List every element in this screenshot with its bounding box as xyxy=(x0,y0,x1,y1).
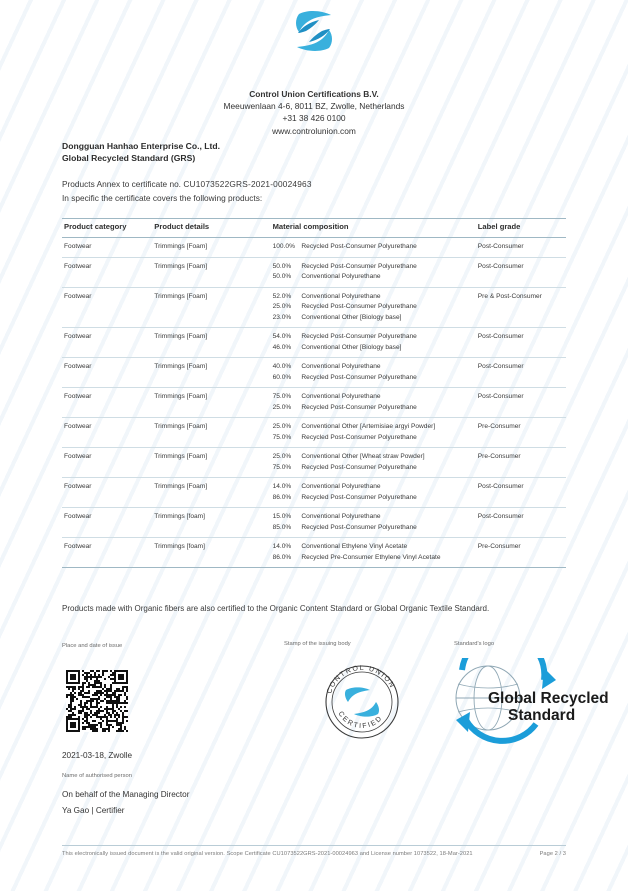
table-row xyxy=(62,257,566,287)
annex-certificate-line xyxy=(62,178,312,192)
material-line: 15.0% Conventional Polyurethane xyxy=(273,512,472,523)
cell-label-grade: Post-Consumer xyxy=(476,388,566,418)
customer-standard: Global Recycled Standard (GRS) xyxy=(62,153,196,164)
material-percent: 75.0% xyxy=(272,433,292,441)
material-line: 86.0% Recycled Pre-Consumer Ethylene Vinyl Acetate xyxy=(273,553,472,564)
table-row xyxy=(62,448,566,478)
cell-label-grade: Pre & Post-Consumer xyxy=(476,287,566,328)
material-percent: 46.0% xyxy=(272,343,292,351)
annex-intro xyxy=(62,178,312,205)
material-percent: 50.0% xyxy=(272,262,292,270)
authorised-person-role: On behalf of the Managing Director xyxy=(62,790,190,799)
cell-label-grade: Pre-Consumer xyxy=(476,448,566,478)
cell-label-grade: Post-Consumer xyxy=(476,478,566,508)
table-row xyxy=(62,538,566,568)
material-percent: 25.0% xyxy=(272,453,292,460)
issuer-phone: +31 38 426 0100 xyxy=(282,113,346,124)
cell-product-details: Trimmings [Foam] xyxy=(152,287,270,328)
annex-coverage-line: In specific the certificate covers the following products: xyxy=(62,192,263,203)
cell-product-details: Trimmings [Foam] xyxy=(152,238,270,258)
material-percent: 52.0% xyxy=(272,292,292,300)
material-percent: 75.0% xyxy=(272,393,292,400)
cell-product-category: Footwear xyxy=(62,448,152,478)
material-percent: 25.0% xyxy=(272,423,292,430)
material-line: 25.0% Conventional Other [Artemisiae argyi Powder] xyxy=(273,422,472,433)
certificate-number: CU1073522GRS-2021-00024963 xyxy=(183,179,312,189)
products-table xyxy=(62,218,566,568)
material-line: 14.0% Conventional Polyurethane xyxy=(273,482,472,493)
material-percent: 54.0% xyxy=(272,333,292,340)
customer-company: Dongguan Hanhao Enterprise Co., Ltd. xyxy=(62,141,221,151)
table-header-row xyxy=(62,219,566,238)
cell-product-category: Footwear xyxy=(62,388,152,418)
cell-label-grade: Pre-Consumer xyxy=(476,538,566,568)
cell-product-details: Trimmings [Foam] xyxy=(152,328,270,358)
cell-label-grade: Post-Consumer xyxy=(476,257,566,287)
footer-text: This electronically issued document is the valid original version. Scope Certificate CU1073522GRS-2021-00024963 and License number 1073522, 18-Mar-2021 xyxy=(62,851,473,857)
page-number: Page 2 / 3 xyxy=(539,851,566,857)
company-logo xyxy=(62,8,566,54)
material-line: 25.0% Recycled Post-Consumer Polyurethane xyxy=(273,302,472,313)
authorised-person-name: Ya Gao | Certifier xyxy=(62,806,125,815)
stamp-label: Stamp of the issuing body xyxy=(284,641,351,647)
material-percent: 40.0% xyxy=(272,363,292,370)
cell-product-details: Trimmings [Foam] xyxy=(152,388,270,418)
cell-label-grade: Post-Consumer xyxy=(476,508,566,538)
table-row xyxy=(62,478,566,508)
material-percent: 86.0% xyxy=(272,493,292,501)
table-header xyxy=(62,219,566,238)
cell-material-composition xyxy=(271,358,476,388)
cell-product-category: Footwear xyxy=(62,508,152,538)
grs-line2: Standard xyxy=(508,707,576,724)
cell-product-category: Footwear xyxy=(62,287,152,328)
control-union-wave-logo-icon xyxy=(285,8,343,54)
material-percent: 100.0% xyxy=(272,243,295,250)
cell-label-grade: Post-Consumer xyxy=(476,328,566,358)
material-line: 25.0% Conventional Other [Wheat straw Powder] xyxy=(273,452,472,463)
issuer-address: Meeuwenlaan 4-6, 8011 BZ, Zwolle, Netherlands xyxy=(223,101,405,112)
material-line: 25.0% Recycled Post-Consumer Polyurethane xyxy=(273,403,472,414)
cell-label-grade: Post-Consumer xyxy=(476,238,566,258)
material-percent: 50.0% xyxy=(272,273,292,280)
svg-text:CONTROL UNION: CONTROL UNION xyxy=(326,664,396,695)
cell-product-category: Footwear xyxy=(62,538,152,568)
cell-material-composition xyxy=(271,448,476,478)
table-row xyxy=(62,508,566,538)
cell-label-grade: Pre-Consumer xyxy=(476,418,566,448)
issuer-website: www.controlunion.com xyxy=(272,125,356,136)
cell-product-details: Trimmings [foam] xyxy=(152,538,270,568)
standard-logo-label: Standard's logo xyxy=(454,641,495,647)
cell-material-composition xyxy=(271,478,476,508)
material-line: 54.0% Recycled Post-Consumer Polyurethane xyxy=(273,332,472,343)
authorised-person-label: Name of authorised person xyxy=(62,773,132,779)
material-percent: 25.0% xyxy=(272,303,292,310)
annex-prefix: Products Annex to certificate no. xyxy=(62,179,181,189)
cell-product-details: Trimmings [Foam] xyxy=(152,358,270,388)
issuing-body-stamp-icon xyxy=(320,660,404,744)
issuer-name: Control Union Certifications B.V. xyxy=(249,89,379,99)
material-percent: 75.0% xyxy=(272,463,292,471)
material-percent: 15.0% xyxy=(272,513,292,520)
material-percent: 60.0% xyxy=(272,373,292,381)
material-line: 60.0% Recycled Post-Consumer Polyurethane xyxy=(273,373,472,384)
material-line: 40.0% Conventional Polyurethane xyxy=(273,362,472,373)
cell-material-composition xyxy=(271,418,476,448)
cell-product-category: Footwear xyxy=(62,418,152,448)
material-line: 100.0% Recycled Post-Consumer Polyurethane xyxy=(273,242,472,253)
cell-product-details: Trimmings [Foam] xyxy=(152,418,270,448)
cell-material-composition xyxy=(271,257,476,287)
cell-material-composition xyxy=(271,538,476,568)
material-percent: 85.0% xyxy=(272,523,292,531)
cell-label-grade: Post-Consumer xyxy=(476,358,566,388)
material-line: 46.0% Conventional Other [Biology base] xyxy=(273,343,472,354)
cell-material-composition xyxy=(271,287,476,328)
table-row xyxy=(62,418,566,448)
material-line: 52.0% Conventional Polyurethane xyxy=(273,292,472,303)
material-line: 50.0% Conventional Polyurethane xyxy=(273,272,472,283)
material-percent: 14.0% xyxy=(272,483,292,490)
cell-product-category: Footwear xyxy=(62,478,152,508)
col-material-composition: Material composition xyxy=(271,219,476,238)
material-line: 75.0% Recycled Post-Consumer Polyurethane xyxy=(273,433,472,444)
table-row xyxy=(62,287,566,328)
footer xyxy=(62,851,566,857)
organic-fibers-note: Products made with Organic fibers are also certified to the Organic Content Standard or Global Organic Textile Standard. xyxy=(62,604,490,613)
cell-product-category: Footwear xyxy=(62,238,152,258)
material-percent: 23.0% xyxy=(272,313,292,321)
table-row xyxy=(62,358,566,388)
issuer-address-block xyxy=(62,88,566,137)
table-row xyxy=(62,238,566,258)
cell-material-composition xyxy=(271,388,476,418)
footer-divider xyxy=(62,845,566,846)
issue-date-place: 2021-03-18, Zwolle xyxy=(62,751,133,760)
svg-text:CERTIFIED: CERTIFIED xyxy=(336,710,385,731)
col-product-details: Product details xyxy=(152,219,270,238)
material-percent: 14.0% xyxy=(272,543,292,550)
customer-block xyxy=(62,140,220,165)
cell-material-composition xyxy=(271,238,476,258)
cell-product-category: Footwear xyxy=(62,328,152,358)
material-line: 23.0% Conventional Other [Biology base] xyxy=(273,313,472,324)
table-row xyxy=(62,328,566,358)
cell-material-composition xyxy=(271,508,476,538)
material-percent: 86.0% xyxy=(272,553,292,561)
qr-code-icon xyxy=(66,670,128,732)
cell-product-category: Footwear xyxy=(62,358,152,388)
material-percent: 25.0% xyxy=(272,403,292,411)
cell-product-details: Trimmings [Foam] xyxy=(152,257,270,287)
table-row xyxy=(62,388,566,418)
material-line: 85.0% Recycled Post-Consumer Polyurethane xyxy=(273,523,472,534)
material-line: 86.0% Recycled Post-Consumer Polyurethane xyxy=(273,493,472,504)
material-line: 14.0% Conventional Ethylene Vinyl Acetate xyxy=(273,542,472,553)
material-line: 75.0% Recycled Post-Consumer Polyurethane xyxy=(273,463,472,474)
cell-product-details: Trimmings [Foam] xyxy=(152,478,270,508)
table-body xyxy=(62,238,566,568)
material-line: 50.0% Recycled Post-Consumer Polyurethane xyxy=(273,262,472,273)
global-recycled-standard-logo-icon xyxy=(440,658,628,744)
col-label-grade: Label grade xyxy=(476,219,566,238)
col-product-category: Product category xyxy=(62,219,152,238)
place-date-label: Place and date of issue xyxy=(62,643,123,649)
cell-product-category: Footwear xyxy=(62,257,152,287)
grs-line1: Global Recycled xyxy=(488,690,609,707)
material-line: 75.0% Conventional Polyurethane xyxy=(273,392,472,403)
cell-material-composition xyxy=(271,328,476,358)
cell-product-details: Trimmings [Foam] xyxy=(152,448,270,478)
cell-product-details: Trimmings [foam] xyxy=(152,508,270,538)
